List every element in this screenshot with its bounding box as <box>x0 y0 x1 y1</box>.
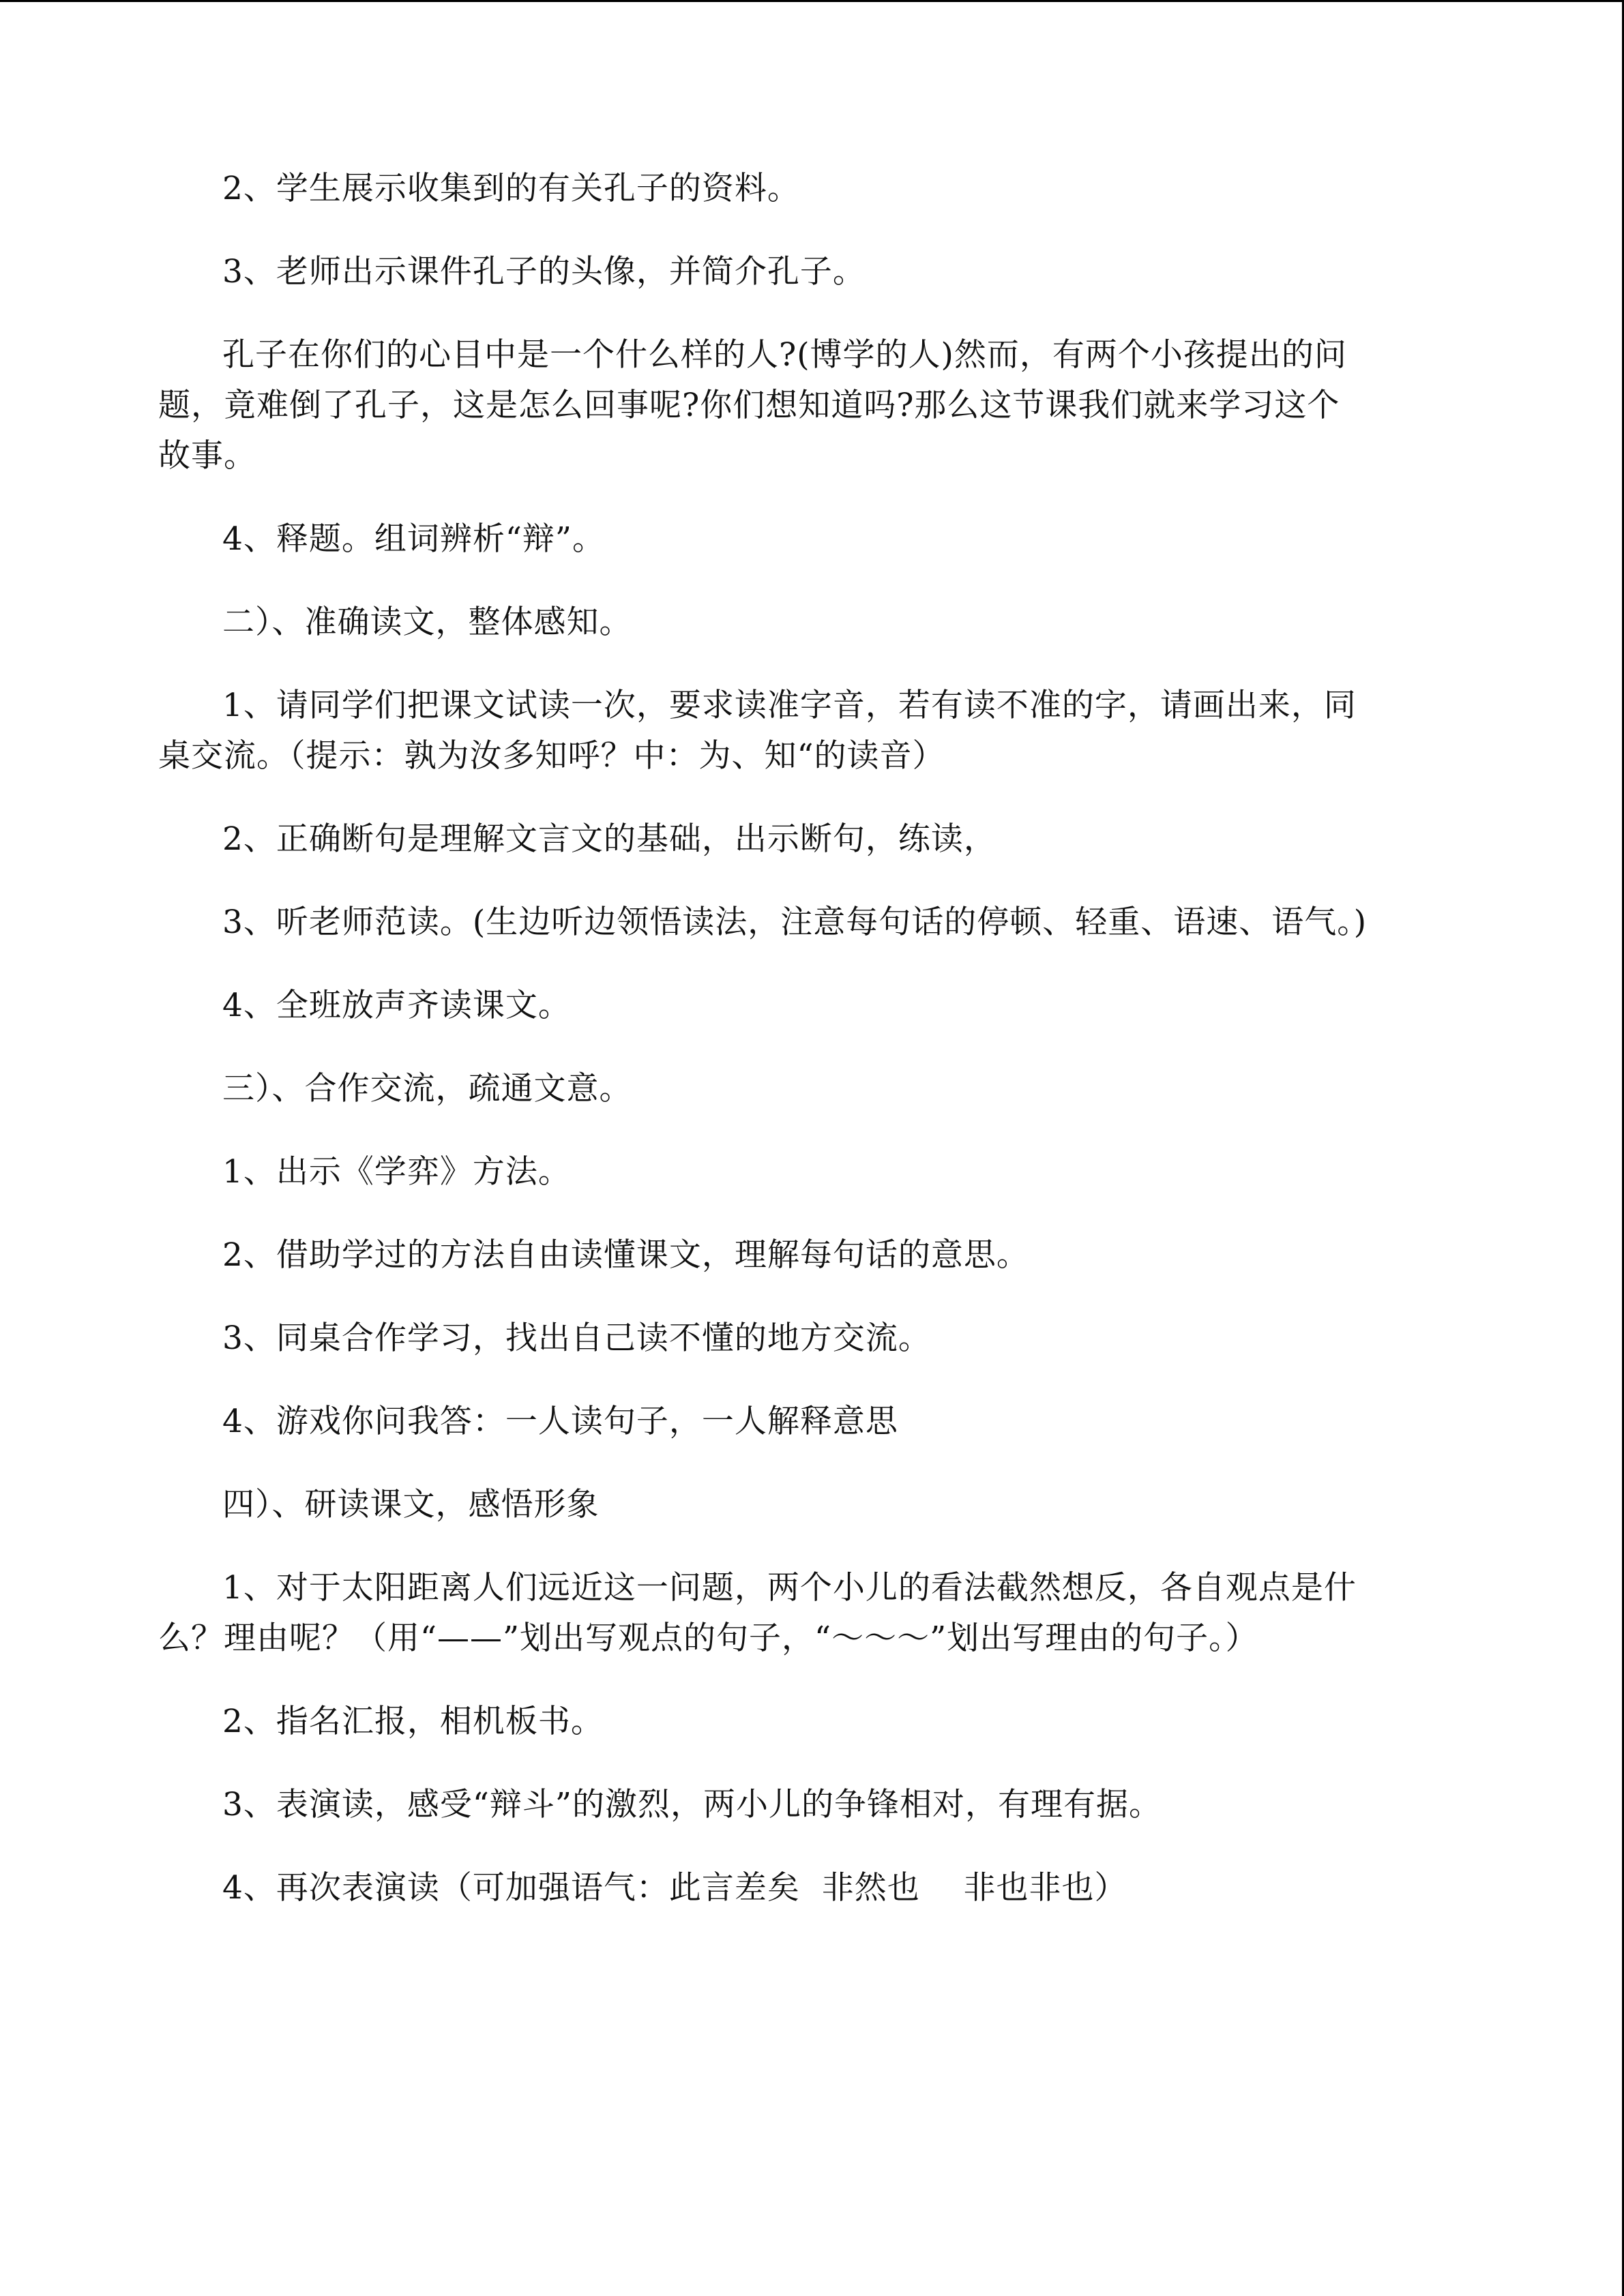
document-body <box>158 164 1372 1946</box>
section-heading-study-text: 四）、研读课文，感悟形象 <box>222 1486 600 1523</box>
paragraph-class-reading: 4、全班放声齐读课文。 <box>222 987 571 1024</box>
paragraph-sun-distance: 1、对于太阳距离人们远近这一问题，两个小儿的看法截然想反，各自观点是什么？理由呢？（用“——”划出写观点的句子，“～～～”划出写理由的句子。） <box>158 1569 1357 1657</box>
paragraph-question-game: 4、游戏你问我答：一人读句子，一人解释意思 <box>222 1403 898 1440</box>
paragraph-act-reading-again: 4、再次表演读（可加强语气：此言差矣 非然也 非也非也） <box>222 1869 1127 1907</box>
paragraph-act-reading: 3、表演读，感受“辩斗”的激烈，两小儿的争锋相对，有理有据。 <box>222 1786 1162 1823</box>
paragraph-teacher-intro: 3、老师出示课件孔子的头像，并简介孔子。 <box>222 253 866 290</box>
page-top-border <box>0 0 1624 2</box>
section-heading-cooperation: 三）、合作交流，疏通文意。 <box>222 1070 632 1107</box>
section-heading-read-accurately: 二）、准确读文，整体感知。 <box>222 603 632 641</box>
paragraph-trial-reading: 1、请同学们把课文试读一次，要求读准字音，若有读不准的字，请画出来，同桌交流。（提示：孰为汝多知呼？中：为、知“的读音） <box>158 687 1357 775</box>
paragraph-show-materials: 2、学生展示收集到的有关孔子的资料。 <box>222 170 800 207</box>
paragraph-title-explain: 4、释题。组词辨析“辩”。 <box>222 520 605 558</box>
paragraph-sentence-breaking: 2、正确断句是理解文言文的基础，出示断句，练读， <box>222 820 996 858</box>
paragraph-report-board: 2、指名汇报，相机板书。 <box>222 1703 604 1740</box>
paragraph-free-reading: 2、借助学过的方法自由读懂课文，理解每句话的意思。 <box>222 1236 1029 1274</box>
paragraph-desk-mate-study: 3、同桌合作学习，找出自己读不懂的地方交流。 <box>222 1320 931 1357</box>
paragraph-model-reading: 3、听老师范读。(生边听边领悟读法，注意每句话的停顿、轻重、语速、语气。) <box>222 904 1368 941</box>
paragraph-show-method: 1、出示《学弈》方法。 <box>222 1153 571 1191</box>
paragraph-confucius-question: 孔子在你们的心目中是一个什么样的人?(博学的人)然而，有两个小孩提出的问题，竟难倒了孔子，这是怎么回事呢?你们想知道吗?那么这节课我们就来学习这个故事。 <box>158 336 1347 475</box>
